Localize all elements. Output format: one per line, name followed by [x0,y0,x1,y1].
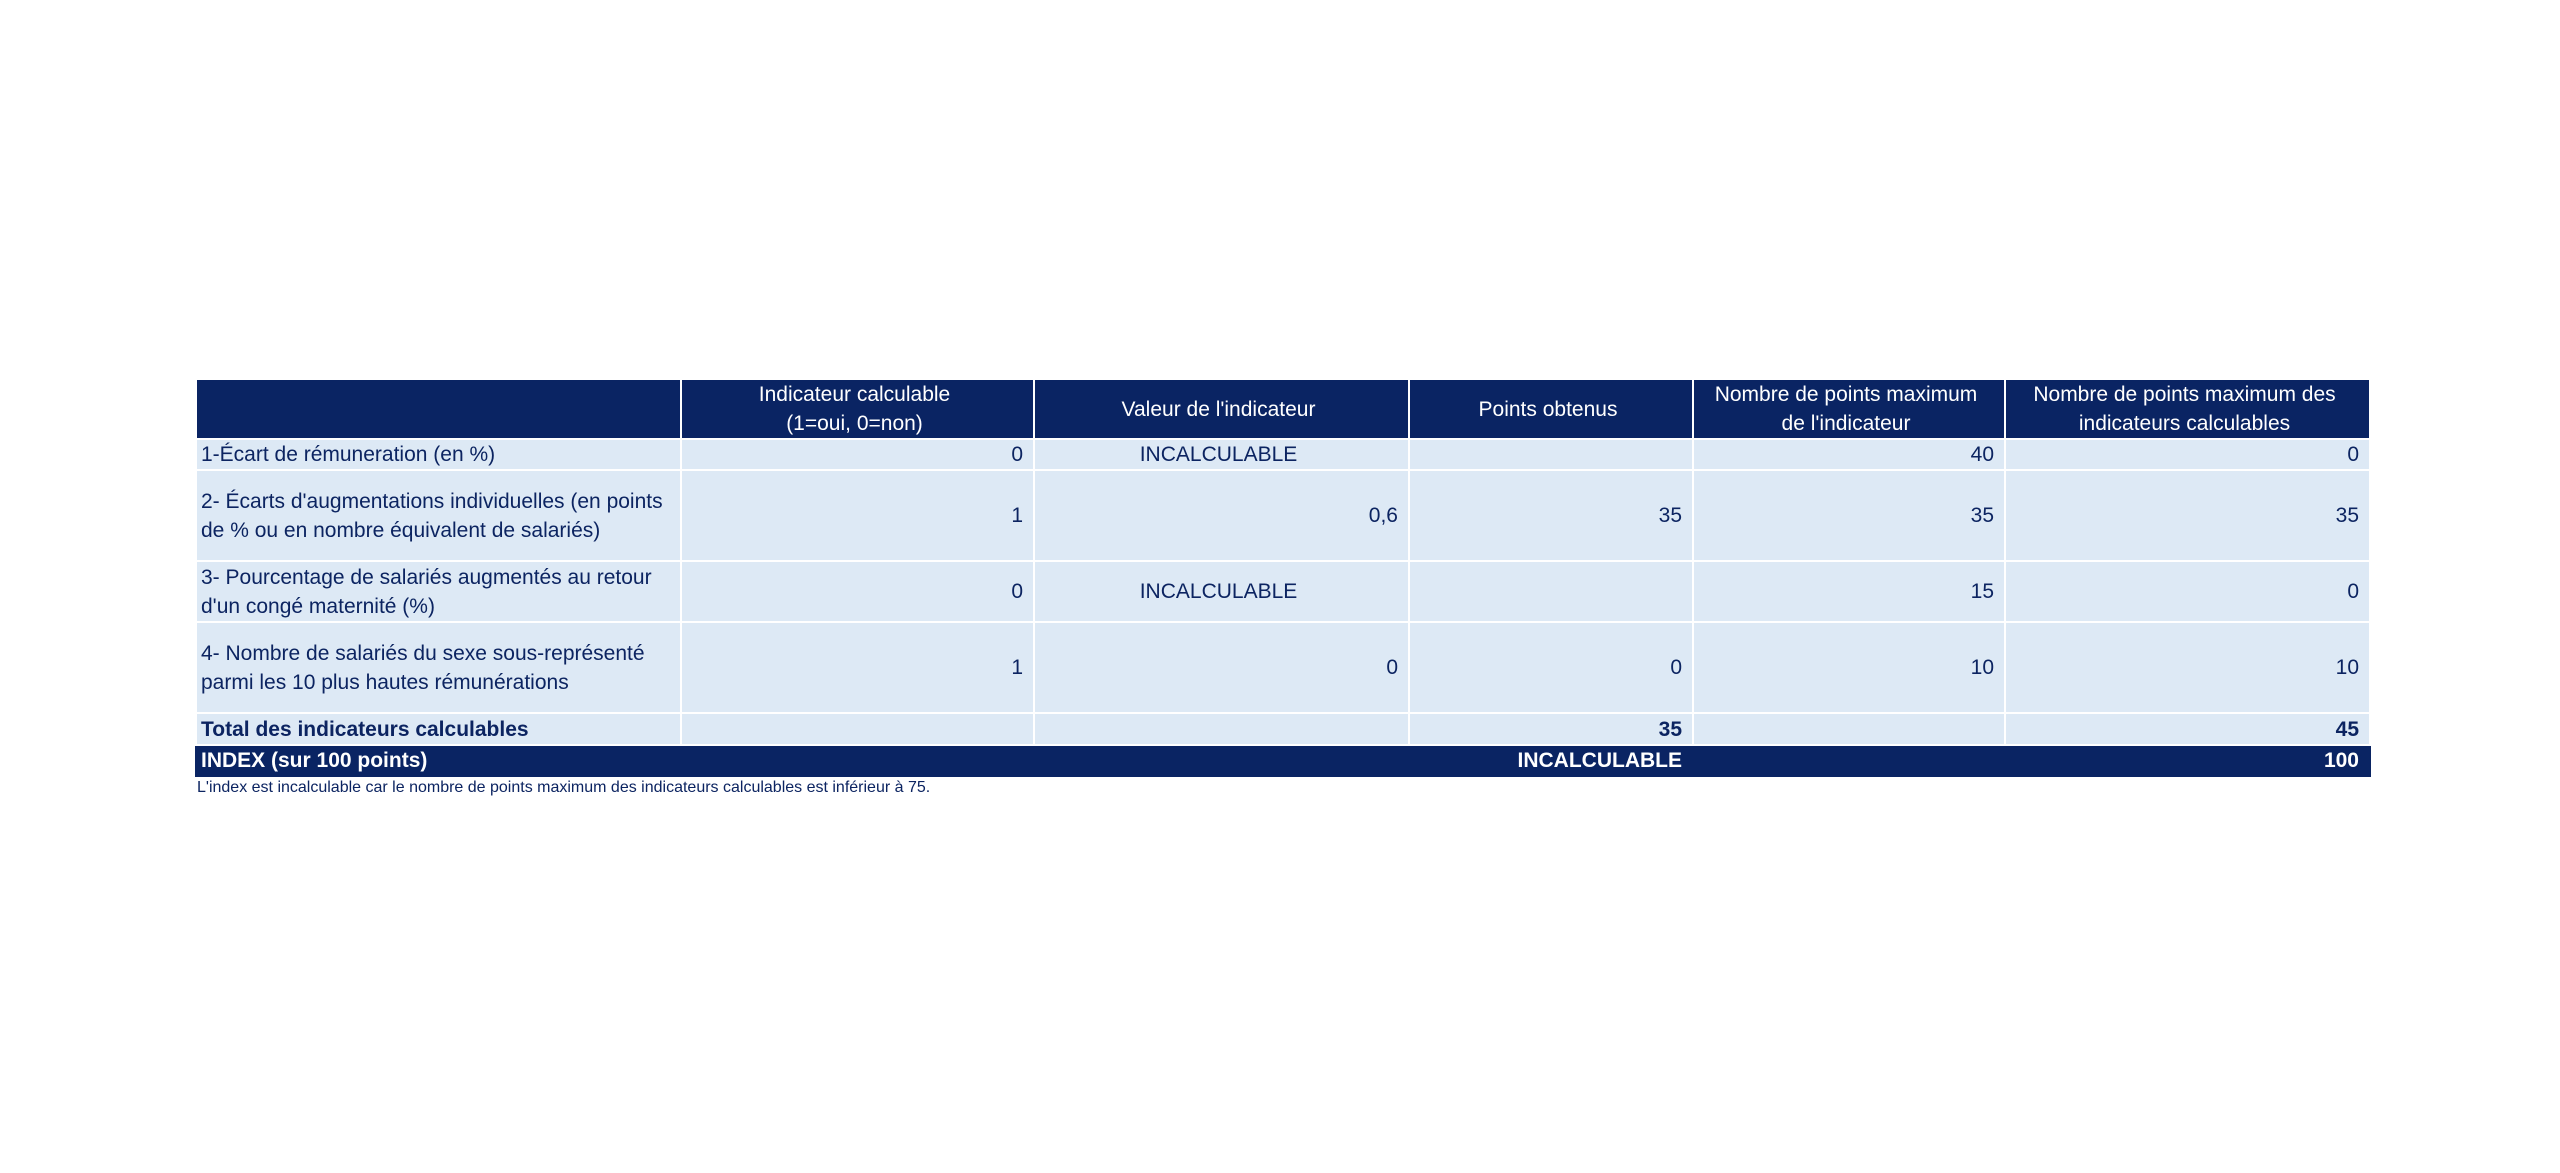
index-empty-1 [681,745,1034,776]
footnote: L'index est incalculable car le nombre de points maximum des indicateurs calculables est inférieur à 75. [197,779,931,796]
cell-max-calculables: 0 [2005,561,2370,622]
index-value: INCALCULABLE [1409,745,1693,776]
table-row [196,470,2370,561]
index-table-container [195,378,2369,799]
index-label: INDEX (sur 100 points) [196,745,681,776]
total-max-calculables: 45 [2005,713,2370,745]
header-max-calculables [2005,379,2370,439]
header-max-indicateur [1693,379,2005,439]
total-row [196,713,2370,745]
header-calculable-line2: (1=oui, 0=non) [786,412,923,435]
table-row [196,622,2370,713]
header-label-column [196,379,681,439]
cell-max-calculables: 35 [2005,470,2370,561]
table-row [196,561,2370,622]
total-valeur-empty [1034,713,1409,745]
cell-points: 0 [1409,622,1693,713]
header-points: Points obtenus [1409,379,1693,439]
cell-valeur: INCALCULABLE [1034,439,1409,470]
cell-points [1409,439,1693,470]
total-calculable-empty [681,713,1034,745]
cell-calculable: 0 [681,561,1034,622]
header-valeur: Valeur de l'indicateur [1034,379,1409,439]
cell-max-indicateur: 40 [1693,439,2005,470]
cell-calculable: 1 [681,622,1034,713]
total-max-indicateur-empty [1693,713,2005,745]
cell-calculable: 0 [681,439,1034,470]
row-label: 1-Écart de rémuneration (en %) [196,439,681,470]
table-row [196,439,2370,470]
header-max-indicateur-line1: Nombre de points maximum [1714,383,1978,406]
header-max-indicateur-line2: de l'indicateur [1781,412,1911,435]
total-points: 35 [1409,713,1693,745]
cell-valeur: 0 [1034,622,1409,713]
cell-points [1409,561,1693,622]
row-label: 2- Écarts d'augmentations individuelles (en points de % ou en nombre équivalent de salariés) [196,470,681,561]
header-max-calculables-line2: indicateurs calculables [2078,412,2291,435]
header-max-calculables-line1: Nombre de points maximum des [2033,383,2336,406]
cell-max-calculables: 0 [2005,439,2370,470]
index-empty-3 [1693,745,2005,776]
cell-calculable: 1 [681,470,1034,561]
index-row [196,745,2370,776]
cell-points: 35 [1409,470,1693,561]
cell-valeur: INCALCULABLE [1034,561,1409,622]
row-label: 4- Nombre de salariés du sexe sous-représenté parmi les 10 plus hautes rémunérations [196,622,681,713]
cell-valeur: 0,6 [1034,470,1409,561]
cell-max-indicateur: 35 [1693,470,2005,561]
index-max: 100 [2005,745,2370,776]
cell-max-indicateur: 15 [1693,561,2005,622]
table-header-row [196,379,2370,439]
header-calculable-line1: Indicateur calculable [758,383,951,406]
cell-max-indicateur: 10 [1693,622,2005,713]
total-label: Total des indicateurs calculables [196,713,681,745]
header-calculable [681,379,1034,439]
index-empty-2 [1034,745,1409,776]
index-table [195,378,2371,777]
cell-max-calculables: 10 [2005,622,2370,713]
row-label: 3- Pourcentage de salariés augmentés au retour d'un congé maternité (%) [196,561,681,622]
